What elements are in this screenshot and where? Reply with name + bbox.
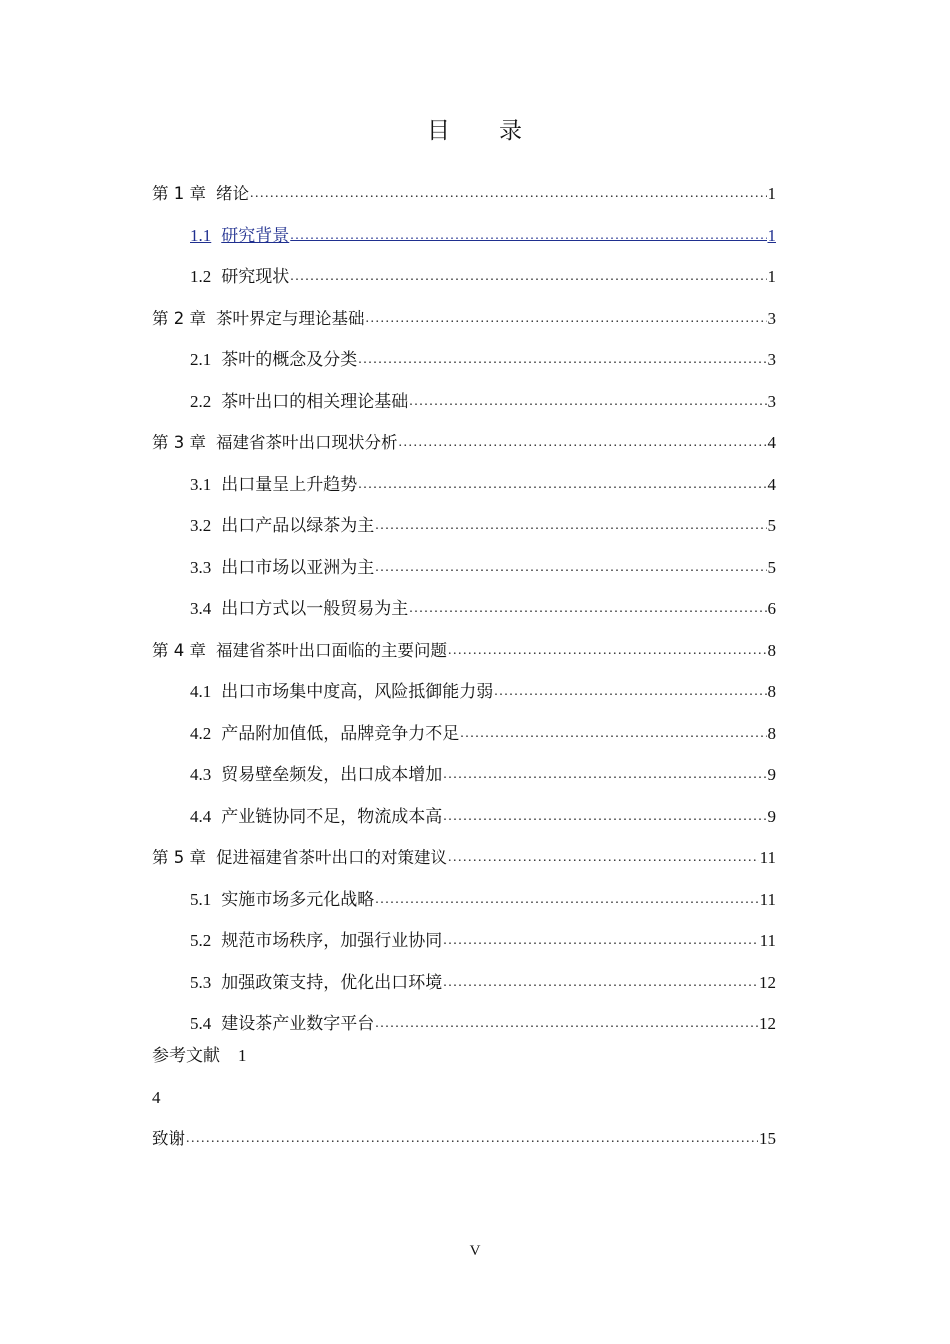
toc-entry-section[interactable] [190, 722, 776, 746]
toc-entry-label: 促进福建省茶叶出口的对策建议 [216, 848, 447, 867]
toc-entry-page: 15 [759, 1129, 776, 1148]
toc-entry-number: 1.2 [190, 267, 212, 286]
toc-entry-page: 4 [767, 433, 776, 452]
toc-entry-section[interactable] [190, 514, 776, 538]
toc-leader-dots [375, 514, 766, 538]
toc-entry-number: 5.3 [190, 973, 212, 992]
toc-entry-chapter[interactable] [152, 307, 776, 331]
toc-entry-label: 贸易壁垒频发，出口成本增加 [221, 765, 443, 784]
page-footer-number: V [469, 1243, 481, 1259]
toc-entry-number: 5.1 [190, 890, 212, 909]
toc-entry-number: 第 4 章 [152, 641, 206, 660]
toc-entry-section[interactable] [190, 1012, 776, 1036]
toc-entry-label: 绪论 [216, 184, 249, 203]
toc-entry-label: 规范市场秩序，加强行业协同 [221, 931, 443, 950]
toc-leader-dots [494, 680, 766, 704]
toc-entry-label: 产业链协同不足，物流成本高 [221, 807, 443, 826]
toc-entry-page-part2: 4 [152, 1088, 161, 1107]
toc-entry-number: 4.4 [190, 807, 212, 826]
toc-entry-page: 8 [767, 641, 776, 660]
toc-entry-section[interactable] [190, 390, 776, 414]
toc-leader-dots [443, 971, 758, 995]
toc-leader-dots [443, 763, 766, 787]
toc-entry-page: 1 [767, 267, 776, 286]
toc-entry-number: 5.4 [190, 1014, 212, 1033]
toc-leader-dots [250, 182, 767, 206]
toc-entry-label: 产品附加值低，品牌竞争力不足 [221, 724, 460, 743]
toc-entry-label: 参考文献 [152, 1046, 220, 1066]
toc-entry-section[interactable] [190, 265, 776, 289]
toc-entry-number: 第 2 章 [152, 309, 206, 328]
toc-entry-section[interactable] [190, 929, 776, 953]
toc-entry-label: 出口市场以亚洲为主 [221, 558, 375, 577]
toc-entry-references[interactable] [152, 1044, 247, 1068]
toc-entry-acknowledgement[interactable] [152, 1127, 776, 1151]
toc-leader-dots [460, 722, 766, 746]
toc-entry-label: 加强政策支持，优化出口环境 [221, 973, 443, 992]
toc-entry-section[interactable] [190, 805, 776, 829]
toc-entry-page: 1 [767, 184, 776, 203]
toc-entry-section[interactable] [190, 763, 776, 787]
toc-leader-dots [375, 888, 758, 912]
toc-entry-number: 5.2 [190, 931, 212, 950]
toc-leader-dots [409, 597, 766, 621]
toc-entry-number: 4.1 [190, 682, 212, 701]
toc-entry-section[interactable] [190, 556, 776, 580]
toc-leader-dots [448, 846, 759, 870]
toc-entry-section[interactable] [190, 473, 776, 497]
toc-entry-label: 出口量呈上升趋势 [221, 475, 358, 494]
toc-entry-number: 2.2 [190, 392, 212, 411]
toc-entry-number: 第 5 章 [152, 848, 206, 867]
toc-entry-label: 研究现状 [221, 267, 290, 286]
toc-leader-dots [186, 1127, 758, 1151]
toc-leader-dots [358, 473, 766, 497]
toc-entry-label: 出口产品以绿茶为主 [221, 516, 375, 535]
toc-title [0, 112, 950, 145]
toc-entry-page-part1: 1 [238, 1046, 247, 1065]
toc-entry-label: 福建省茶叶出口面临的主要问题 [216, 641, 447, 660]
toc-entry-page: 9 [767, 765, 776, 784]
toc-leader-dots [375, 1012, 758, 1036]
toc-entry-page: 6 [767, 599, 776, 618]
toc-entry-number: 2.1 [190, 350, 212, 369]
toc-entry-number: 第 3 章 [152, 433, 206, 452]
toc-entry-chapter[interactable] [152, 639, 776, 663]
toc-entry-section[interactable] [190, 971, 776, 995]
toc-entry-section[interactable] [190, 224, 776, 248]
toc-leader-dots [290, 265, 766, 289]
toc-entry-label: 茶叶出口的相关理论基础 [221, 392, 409, 411]
toc-entry-number: 4.2 [190, 724, 212, 743]
toc-leader-dots [375, 556, 766, 580]
toc-entry-page: 8 [767, 724, 776, 743]
toc-entry-page: 11 [759, 931, 776, 950]
toc-entry-section[interactable] [190, 597, 776, 621]
toc-title-char-2: 录 [499, 118, 523, 144]
toc-entry-page: 3 [767, 350, 776, 369]
toc-entry-number: 第 1 章 [152, 184, 206, 203]
toc-entry-page: 4 [767, 475, 776, 494]
toc-entry-label: 致谢 [152, 1129, 185, 1148]
toc-entry-number: 3.3 [190, 558, 212, 577]
toc-entry-number: 3.4 [190, 599, 212, 618]
toc-leader-dots [290, 224, 766, 248]
toc-entry-section[interactable] [190, 888, 776, 912]
toc-entry-number: 3.1 [190, 475, 212, 494]
toc-entry-page: 3 [767, 309, 776, 328]
toc-entry-label: 茶叶的概念及分类 [221, 350, 358, 369]
toc-entry-page: 5 [767, 558, 776, 577]
toc-entry-label: 福建省茶叶出口现状分析 [216, 433, 398, 452]
toc-entry-chapter[interactable] [152, 182, 776, 206]
toc-entry-label: 茶叶界定与理论基础 [216, 309, 365, 328]
toc-entry-page: 5 [767, 516, 776, 535]
toc-leader-dots [366, 307, 767, 331]
toc-entry-chapter[interactable] [152, 431, 776, 455]
toc-entry-page: 8 [767, 682, 776, 701]
toc-entry-page: 9 [767, 807, 776, 826]
toc-leader-dots [448, 639, 767, 663]
toc-entry-section[interactable] [190, 680, 776, 704]
toc-leader-dots [399, 431, 767, 455]
toc-entry-label: 出口市场集中度高，风险抵御能力弱 [221, 682, 494, 701]
toc-entry-label: 实施市场多元化战略 [221, 890, 375, 909]
toc-entry-references-page-continued [152, 1086, 161, 1110]
toc-entry-page: 11 [759, 848, 776, 867]
toc-entry-page: 11 [759, 890, 776, 909]
toc-entry-label: 出口方式以一般贸易为主 [221, 599, 409, 618]
toc-entry-page: 12 [759, 973, 776, 992]
toc-entry-section[interactable] [190, 348, 776, 372]
toc-leader-dots [358, 348, 766, 372]
toc-entry-label: 研究背景 [221, 226, 290, 245]
toc-entry-number: 1.1 [190, 226, 212, 245]
toc-entry-chapter[interactable] [152, 846, 776, 870]
toc-title-char-1: 目 [427, 118, 451, 144]
toc-leader-dots [443, 805, 766, 829]
toc-entry-page: 3 [767, 392, 776, 411]
toc-leader-dots [409, 390, 766, 414]
toc-leader-dots [443, 929, 758, 953]
toc-entry-label: 建设茶产业数字平台 [221, 1014, 375, 1033]
toc-entry-number: 3.2 [190, 516, 212, 535]
toc-entry-page: 1 [767, 226, 776, 245]
toc-entry-page: 12 [759, 1014, 776, 1033]
toc-entry-number: 4.3 [190, 765, 212, 784]
